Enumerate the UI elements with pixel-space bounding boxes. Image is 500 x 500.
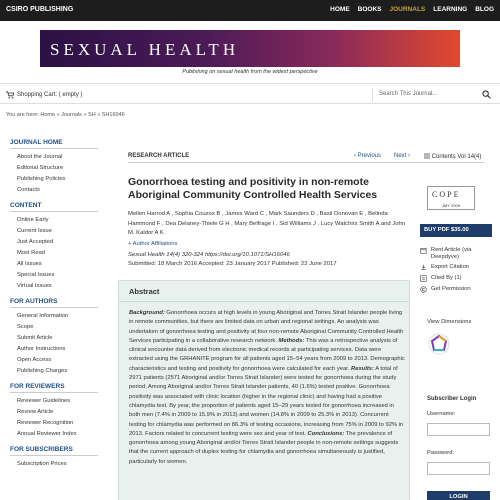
sidebar-item[interactable]: Author Instructions	[17, 346, 66, 352]
background-label: Background:	[129, 310, 165, 316]
cited-by-icon	[420, 275, 427, 282]
password-field[interactable]	[427, 462, 490, 475]
sidebar-item[interactable]: Subscription Prices	[17, 461, 67, 467]
shopping-cart[interactable]	[6, 91, 82, 99]
rent-icon	[420, 247, 427, 254]
sidebar-item[interactable]: Review Article	[17, 409, 54, 415]
subscriber-login-heading: Subscriber Login	[427, 396, 477, 402]
sidebar-item[interactable]: Special Issues	[17, 272, 55, 278]
rent-article-action[interactable]	[420, 247, 500, 264]
contents-link[interactable]	[424, 153, 481, 160]
sidebar-item[interactable]: Editorial Structure	[17, 165, 64, 171]
action-label: Rent Article (via Deepdyve)	[430, 247, 472, 260]
sidebar-item[interactable]: Publishing Policies	[17, 176, 66, 182]
article-title: Gonorrhoea testing and positivity in non-remote Aboriginal Community Controlled Health Services	[128, 176, 378, 201]
sidebar-item[interactable]: Just Accepted	[17, 239, 54, 245]
dimensions-badge[interactable]	[427, 332, 451, 356]
abstract-divider	[119, 301, 409, 302]
sidebar-item[interactable]: Annual Reviewer Index	[17, 431, 77, 437]
sidebar-item[interactable]: Online Early	[17, 217, 49, 223]
cart-icon	[6, 91, 14, 99]
sidebar-heading[interactable]: JOURNAL HOME	[10, 139, 98, 149]
next-link[interactable]: Next ›	[394, 153, 411, 159]
citation-block	[128, 251, 412, 268]
section-label: RESEARCH ARTICLE	[128, 153, 190, 159]
sidebar-item[interactable]: Virtual Issues	[17, 283, 52, 289]
author-list[interactable]: Mellen Harrod A , Sophia Couzos B , James Ward C , Mark Saunders D , Basil Donovan E , Belinda Hammond F , Dea Delaney-Thiele G H , Mary Belfrage I , Sid Williams J , Lucy Watchirs Smith A and John M. Kaldor A K	[128, 211, 406, 236]
sidebar-item[interactable]: Current Issue	[17, 228, 52, 234]
methods-text: This was a retrospective analysis of clinical encounter data derived from electronic medical records at participating services. Data were extracted using the GRHANITE program for all patients aged 15–54 years from 2009 to 2013. Demographic characteristics and testing and positivity for gonorrhoea were calculated for each year.	[129, 337, 405, 372]
action-label: Cited By (1)	[431, 275, 462, 281]
results-label: Results:	[351, 365, 374, 372]
abstract-text	[129, 309, 405, 467]
export-icon	[420, 264, 427, 271]
sidebar-heading[interactable]: FOR AUTHORS	[10, 298, 98, 308]
sidebar-group-for-authors	[10, 298, 98, 377]
menu-blog[interactable]: BLOG	[475, 6, 494, 13]
left-sidebar	[10, 139, 98, 476]
author-affiliations-link[interactable]: + Author Affiliations	[128, 241, 178, 247]
previous-link[interactable]: ‹ Previous	[354, 153, 382, 159]
journal-banner[interactable]	[40, 30, 460, 67]
username-field[interactable]	[427, 423, 490, 436]
sidebar-group-for-reviewers	[10, 383, 98, 440]
cart-search-bar	[0, 83, 500, 104]
sidebar-item[interactable]: All Issues	[17, 261, 42, 267]
sidebar-heading[interactable]: FOR REVIEWERS	[10, 383, 98, 393]
menu-books[interactable]: BOOKS	[357, 6, 382, 13]
sidebar-item[interactable]: About the Journal	[17, 154, 63, 160]
sidebar-item[interactable]: Contacts	[17, 187, 40, 193]
breadcrumb: You are here: Home » Journals » SH » SH16046	[6, 112, 125, 118]
copyright-icon	[420, 286, 427, 293]
top-menu	[330, 6, 494, 13]
search-button[interactable]	[478, 88, 496, 101]
brand-logo[interactable]: CSIRO PUBLISHING	[6, 6, 74, 13]
contents-label: Contents Vol 14(4)	[431, 154, 482, 160]
cope-logo-text: COPE	[432, 190, 461, 199]
article-nav-row	[128, 151, 484, 163]
citation[interactable]: Sexual Health 14(4) 320-324 https://doi.org/10.1071/SH16046	[128, 252, 290, 258]
top-nav-bar	[0, 0, 500, 21]
sidebar-item[interactable]: Publishing Charges	[17, 368, 68, 374]
abstract-panel	[118, 280, 410, 500]
export-citation-action[interactable]	[420, 264, 500, 275]
conclusions-text: The prevalence of gonorrhoea among young Aboriginal and/or Torres Strait Islander people in non-remote settings suggests that the current approach of duplex testing for chlamydia and gonorrhoea simultaneously is justified, particularly for women.	[129, 430, 399, 465]
menu-learning[interactable]: LEARNING	[433, 6, 468, 13]
get-permission-action[interactable]	[420, 286, 500, 297]
sidebar-heading[interactable]: FOR SUBSCRIBERS	[10, 446, 98, 456]
results-text: A total of 2971 patients (2571 Aboriginal and/or Torres Strait Islander) were tested for gonorrhoea during the study period. Among Aboriginal and/or Torres Strait Islander patients, 40 (1.6%) tested positive. Gonorrhoea positivity was associated with clinic location (higher in the regional clinic) and having had a positive chlamydia test. By year, the proportion of patients aged 15–29 years tested for gonorrhoea increased in both men (7.4% in 2009 to 15.9% in 2013) and women (14.8% in 2009 to 25.3% in 2013). Concurrent testing for chlamydia was performed on 86.3% of testing occasions, increasing from 75% in 2009 to 92% in 2013. Factors related to concurrent testing were sex and year of test.	[129, 365, 404, 437]
buy-pdf-button[interactable]: BUY PDF $35.00	[420, 224, 492, 237]
login-button[interactable]: LOGIN	[427, 491, 490, 500]
journal-title: SEXUAL HEALTH	[50, 40, 240, 59]
sidebar-item[interactable]: Open Access	[17, 357, 52, 363]
action-label: Export Citation	[431, 264, 470, 270]
sidebar-item[interactable]: General Information	[17, 313, 69, 319]
abstract-heading: Abstract	[129, 287, 160, 296]
sidebar-group-for-subscribers	[10, 446, 98, 470]
sidebar-item[interactable]: Reviewer Guidelines	[17, 398, 71, 404]
publication-dates: Submitted: 18 March 2016 Accepted: 23 January 2017 Published: 23 June 2017	[128, 260, 337, 267]
sidebar-item[interactable]: Submit Article	[17, 335, 53, 341]
background-text: Gonorrhoea occurs at high levels in young Aboriginal and Torres Strait Islander people living in remote communities, but there are limited data on urban and regional settings. An analysis was undertaken of gonorrhoea testing and positivity at four non-remote Aboriginal Community Controlled Health Services participating in a collaborative research network.	[129, 310, 404, 344]
username-label: Username:	[427, 411, 456, 417]
sidebar-group-journal-home	[10, 139, 98, 196]
sidebar-group-content	[10, 202, 98, 292]
list-icon	[424, 153, 430, 159]
menu-home[interactable]: HOME	[330, 6, 350, 13]
cart-label: Shopping Cart: ( empty )	[17, 92, 83, 98]
password-label: Password:	[427, 450, 455, 456]
sidebar-item[interactable]: Most Read	[17, 250, 46, 256]
dimensions-label: View Dimensions	[427, 319, 472, 325]
search-icon	[482, 90, 491, 99]
sidebar-heading[interactable]: CONTENT	[10, 202, 98, 212]
article-actions	[420, 247, 500, 297]
sidebar-item[interactable]: Reviewer Recognition	[17, 420, 74, 426]
cope-badge[interactable]	[427, 186, 475, 210]
action-label: Get Permission	[431, 286, 471, 292]
search-input[interactable]: Search This Journal...	[372, 88, 472, 101]
cope-sub: JMY 2009	[442, 203, 460, 208]
menu-journals[interactable]: JOURNALS	[389, 6, 426, 13]
journal-tagline: Publishing on sexual health from the widest perspective	[182, 69, 318, 75]
dimensions-icon	[427, 332, 451, 356]
sidebar-item[interactable]: Scope	[17, 324, 34, 330]
methods-label: Methods:	[278, 337, 305, 344]
cited-by-action[interactable]	[420, 275, 500, 286]
conclusions-label: Conclusions:	[307, 430, 345, 437]
